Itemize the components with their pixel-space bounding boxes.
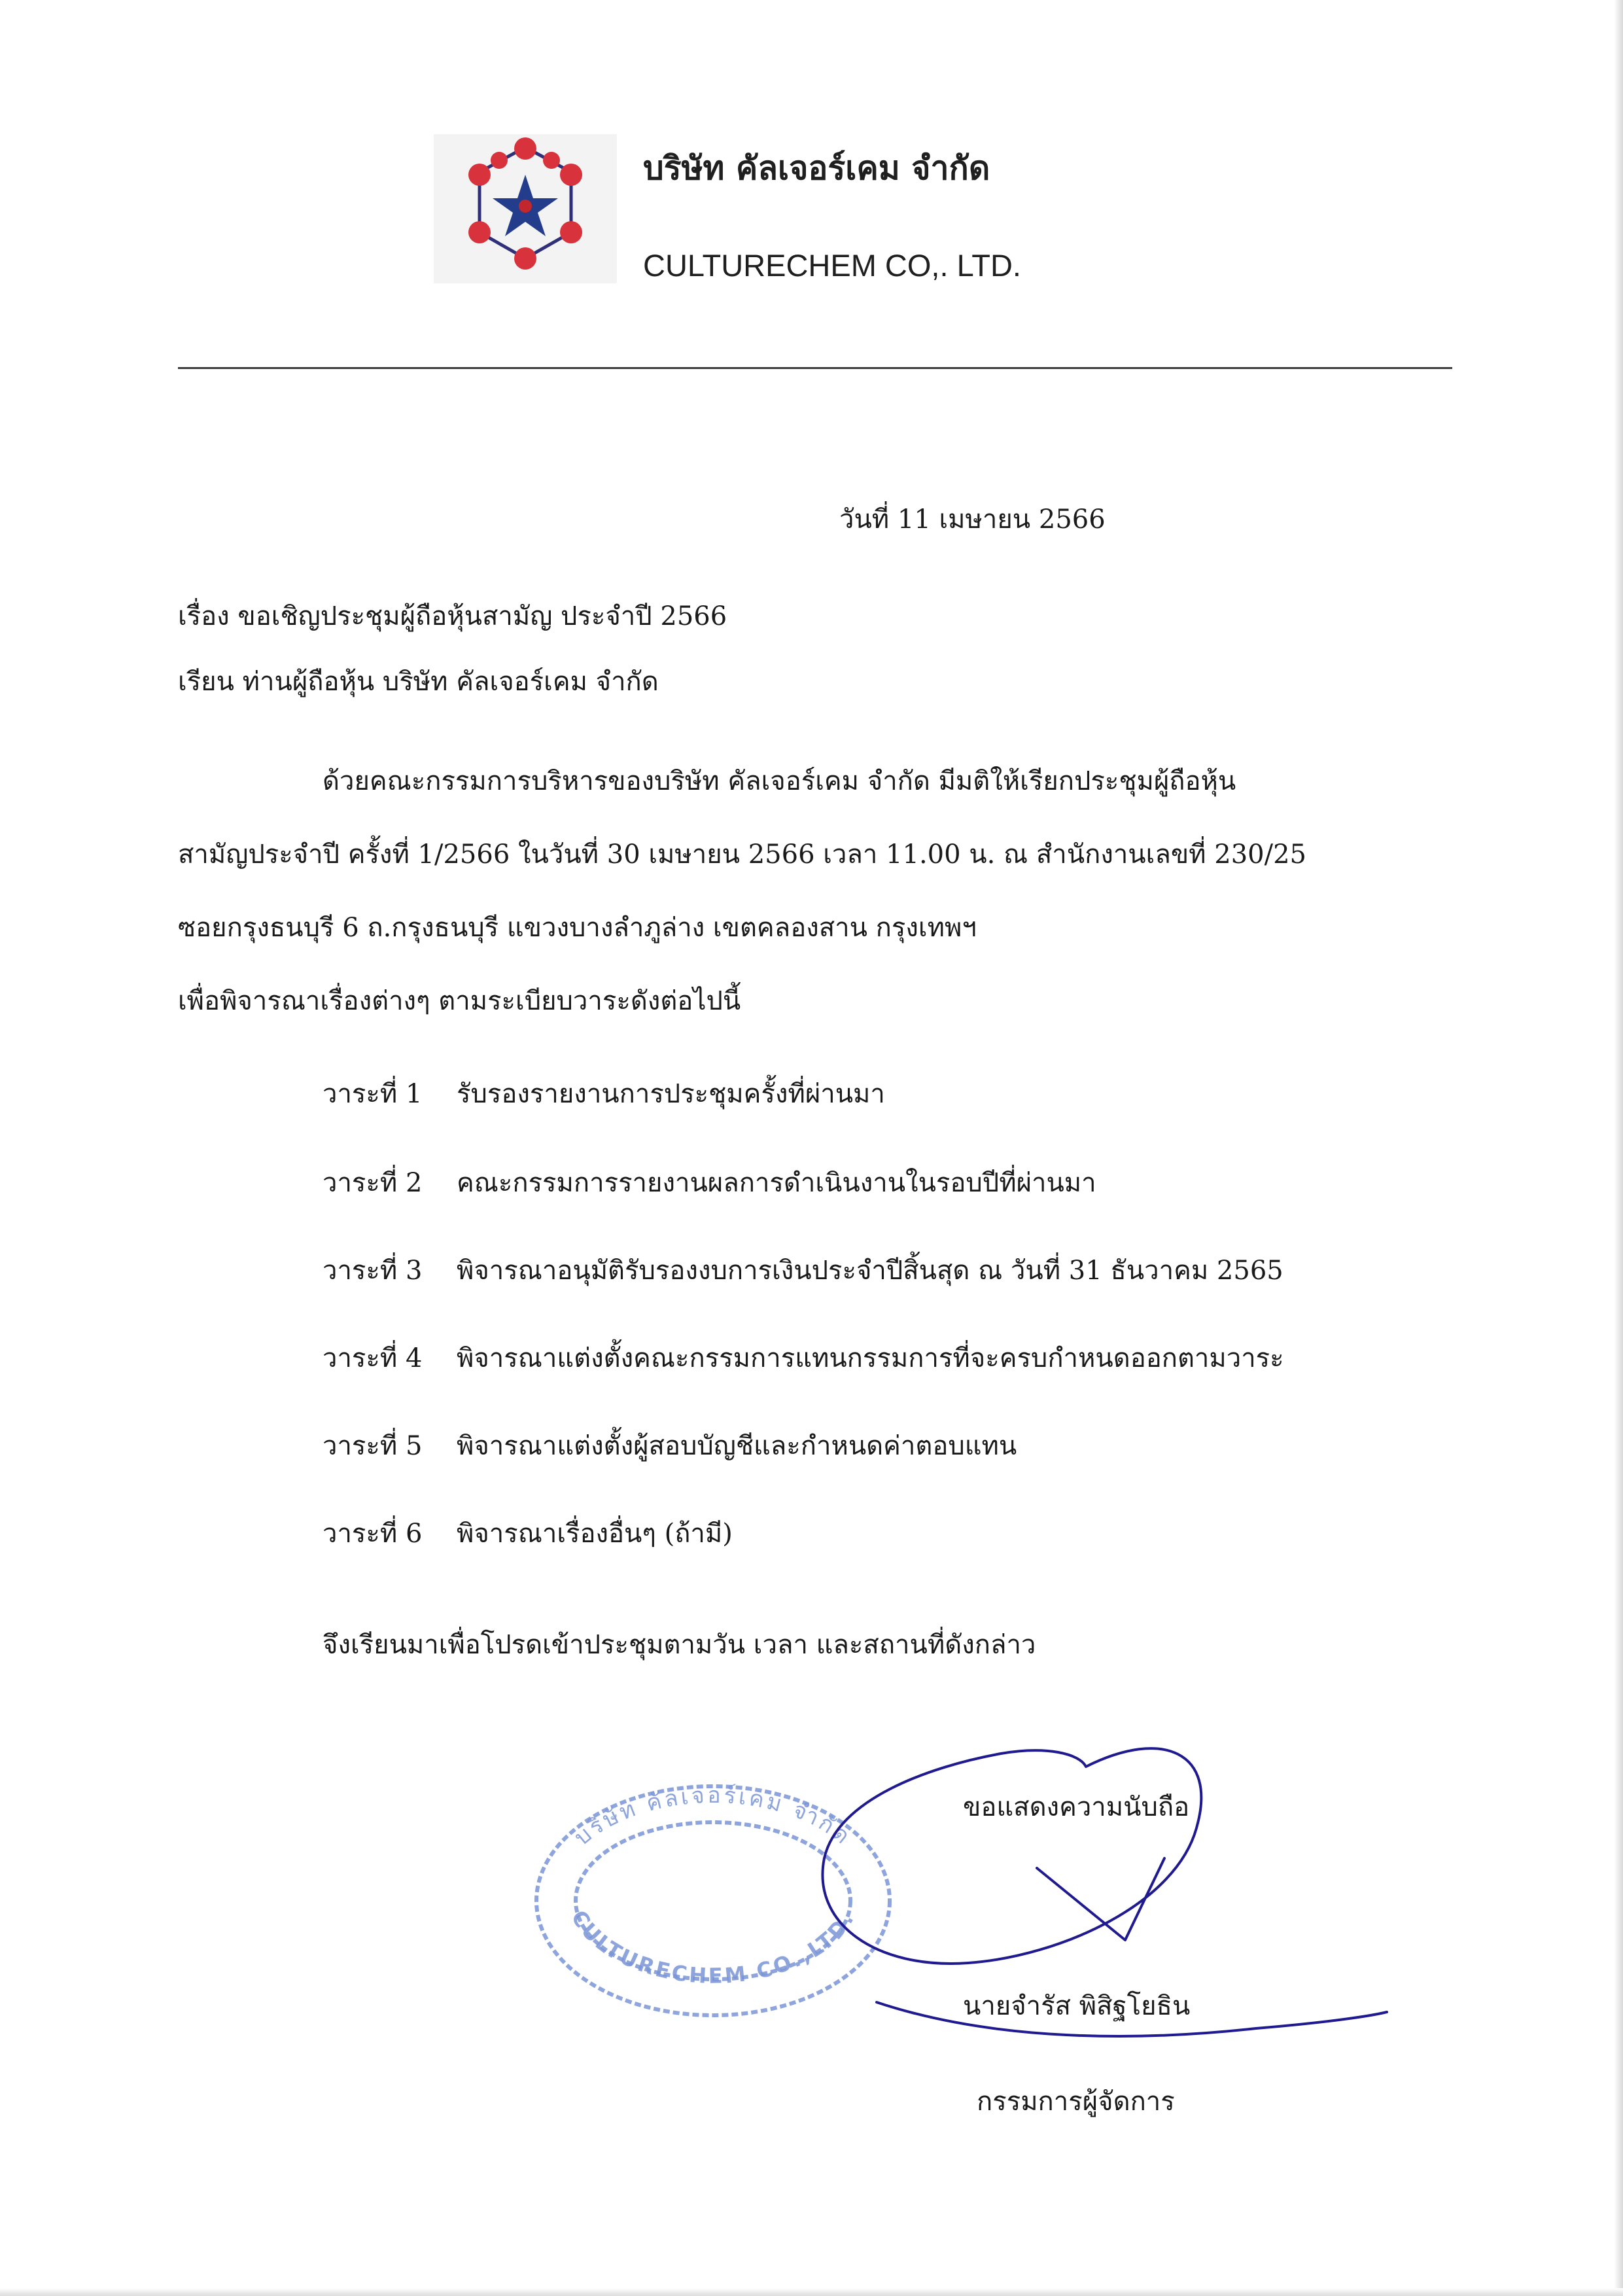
regards-line: ขอแสดงความนับถือ [963,1792,1190,1822]
svg-text:CULTURECHEM CO.,LTD.: CULTURECHEM CO.,LTD. [566,1905,860,1988]
agenda-item [323,1430,1017,1462]
agenda-text: พิจารณาแต่งตั้งคณะกรรมการแทนกรรมการที่จะครบกำหนดออกตามวาระ [457,1343,1284,1373]
molecule-star-logo-icon [434,134,617,283]
body-line: สามัญประจำปี ครั้งที่ 1/2566 ในวันที่ 30 เมษายน 2566 เวลา 11.00 น. ณ สำนักงานเลขที่ 230/25 [178,839,1306,870]
agenda-item [323,1255,1283,1286]
signer-title: กรรมการผู้จัดการ [977,2087,1175,2117]
header-divider [178,367,1452,369]
agenda-text: คณะกรรมการรายงานผลการดำเนินงานในรอบปีที่ผ่านมา [457,1168,1096,1198]
closing-line: จึงเรียนมาเพื่อโปรดเข้าประชุมตามวัน เวลา และสถานที่ดังกล่าว [323,1630,1036,1660]
company-name-thai: บริษัท คัลเจอร์เคม จำกัด [643,149,990,187]
agenda-text: รับรองรายงานการประชุมครั้งที่ผ่านมา [457,1079,885,1109]
agenda-item [323,1343,1284,1374]
agenda-item [323,1078,885,1110]
letter-addressee: เรียน ท่านผู้ถือหุ้น บริษัท คัลเจอร์เคม จำกัด [178,667,659,697]
agenda-item [323,1518,733,1549]
agenda-item [323,1167,1096,1199]
agenda-number: วาระที่ 6 [323,1519,423,1549]
agenda-number: วาระที่ 4 [323,1343,423,1373]
company-name-english: CULTURECHEM CO,. LTD. [643,248,1021,283]
body-line: ซอยกรุงธนบุรี 6 ถ.กรุงธนบุรี แขวงบางลำภูล่าง เขตคลองสาน กรุงเทพฯ [178,913,977,943]
agenda-number: วาระที่ 5 [323,1431,423,1461]
handwritten-signature-icon [798,1740,1426,2094]
body-line: ด้วยคณะกรรมการบริหารของบริษัท คัลเจอร์เคม จำกัด มีมติให้เรียกประชุมผู้ถือหุ้น [323,766,1236,796]
svg-text:บริษัท คัลเจอร์เคม จำกัด: บริษัท คัลเจอร์เคม จำกัด [569,1782,857,1851]
scan-edge-right [1614,0,1623,2296]
agenda-text: พิจารณาเรื่องอื่นๆ (ถ้ามี) [457,1519,733,1549]
agenda-number: วาระที่ 1 [323,1079,423,1109]
scan-edge-bottom [0,2288,1623,2296]
letter-date: วันที่ 11 เมษายน 2566 [839,504,1106,535]
signer-name: นายจำรัส พิสิฐโยธิน [963,1991,1191,2021]
agenda-number: วาระที่ 2 [323,1168,423,1198]
agenda-number: วาระที่ 3 [323,1256,423,1286]
agenda-text: พิจารณาอนุมัติรับรองงบการเงินประจำปีสิ้นสุด ณ วันที่ 31 ธันวาคม 2565 [457,1256,1283,1286]
body-line: เพื่อพิจารณาเรื่องต่างๆ ตามระเบียบวาระดังต่อไปนี้ [178,986,741,1016]
letter-subject: เรื่อง ขอเชิญประชุมผู้ถือหุ้นสามัญ ประจำปี 2566 [178,601,727,631]
agenda-text: พิจารณาแต่งตั้งผู้สอบบัญชีและกำหนดค่าตอบแทน [457,1431,1017,1461]
